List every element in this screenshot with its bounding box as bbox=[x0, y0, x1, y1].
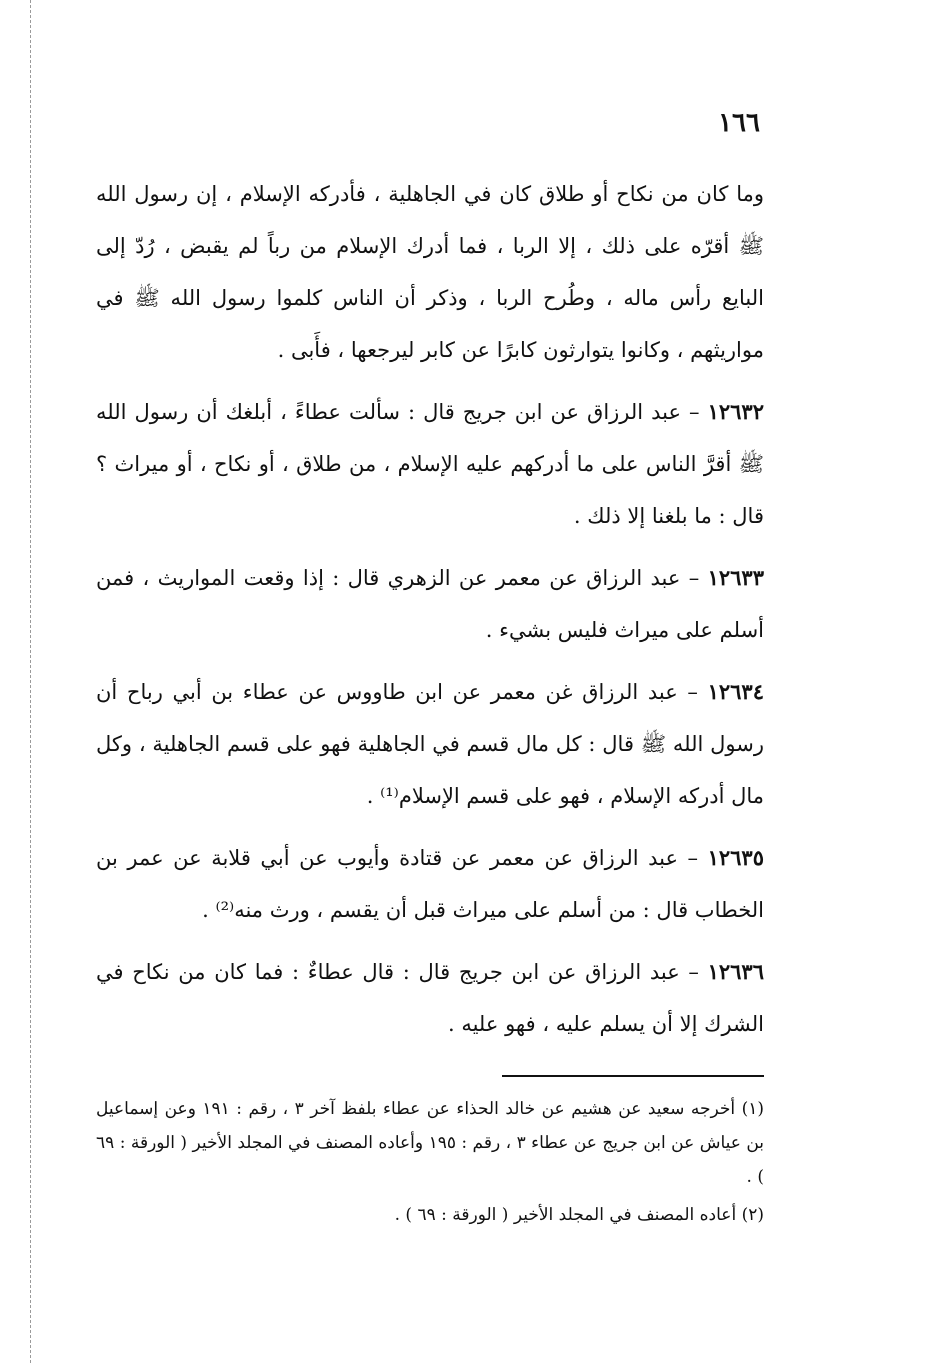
footnotes bbox=[96, 1092, 764, 1236]
hadith-12633 bbox=[96, 552, 764, 656]
paragraph-text: – عبد الرزاق عن ابن جريج قال : قال عطاءٌ : فما كان من نكاح في الشرك إلا أن يسلم عليه ، فهو عليه . bbox=[96, 960, 764, 1036]
main-text bbox=[96, 168, 764, 1060]
hadith-12632 bbox=[96, 386, 764, 542]
hadith-12636 bbox=[96, 946, 764, 1050]
hadith-number: ١٢٦٣٥ bbox=[707, 845, 764, 870]
hadith-12634 bbox=[96, 666, 764, 822]
hadith-number: ١٢٦٣٣ bbox=[707, 565, 764, 590]
hadith-12635 bbox=[96, 832, 764, 936]
scan-edge-line bbox=[30, 0, 31, 1363]
hadith-number: ١٢٦٣٦ bbox=[707, 959, 764, 984]
paragraph-text: وما كان من نكاح أو طلاق كان في الجاهلية ، فأدركه الإسلام ، إن رسول الله ﷺ أقرّه على ذلك ، إلا الربا ، فما أدرك الإسلام من رباً لم يقبض ، رُدّ إلى البايع رأس ماله ، وطُرح الربا ، وذكر أن الناس كلموا رسول الله ﷺ في مواريثهم ، وكانوا يتوارثون كابرًا عن كابر ليرجعها ، فأَبى . bbox=[96, 182, 764, 362]
footnote-divider bbox=[502, 1075, 764, 1077]
page-number: ١٦٦ bbox=[718, 108, 760, 138]
hadith-number: ١٢٦٣٢ bbox=[707, 399, 764, 424]
paragraph-text: – عبد الرزاق غن معمر عن ابن طاووس عن عطاء بن أبي رباح أن رسول الله ﷺ قال : كل مال قسم في الجاهلية فهو على قسم الجاهلية ، وكل مال أدركه الإسلام ، فهو على قسم الإسلام⁽¹⁾ . bbox=[96, 680, 764, 808]
footnote-1: (١) أخرجه سعيد عن هشيم عن خالد الحذاء عن عطاء بلفظ آخر ٣ ، رقم : ١٩١ وعن إسماعيل بن عياش عن ابن جريج عن عطاء ٣ ، رقم : ١٩٥ وأعاده المصنف في المجلد الأخير ( الورقة : ٦٩ ) . bbox=[96, 1099, 765, 1187]
paragraph-text: – عبد الرزاق عن ابن جريج قال : سألت عطاءً ، أبلغك أن رسول الله ﷺ أقرَّ الناس على ما أدركهم عليه الإسلام ، من طلاق ، أو نكاح ، أو ميراث ؟ قال : ما بلغنا إلا ذلك . bbox=[96, 400, 764, 528]
hadith-number: ١٢٦٣٤ bbox=[707, 679, 764, 704]
paragraph-text: – عبد الرزاق عن معمر عن قتادة وأيوب عن أبي قلابة عن عمر بن الخطاب قال : من أسلم على ميراث قبل أن يقسم ، ورث منه⁽²⁾ . bbox=[96, 846, 764, 922]
paragraph-intro bbox=[96, 168, 764, 376]
footnote-2: (٢) أعاده المصنف في المجلد الأخير ( الورقة : ٦٩ ) . bbox=[394, 1205, 764, 1225]
paragraph-text: – عبد الرزاق عن معمر عن الزهري قال : إذا وقعت المواريث ، فمن أسلم على ميراث فليس بشيء . bbox=[96, 566, 764, 642]
